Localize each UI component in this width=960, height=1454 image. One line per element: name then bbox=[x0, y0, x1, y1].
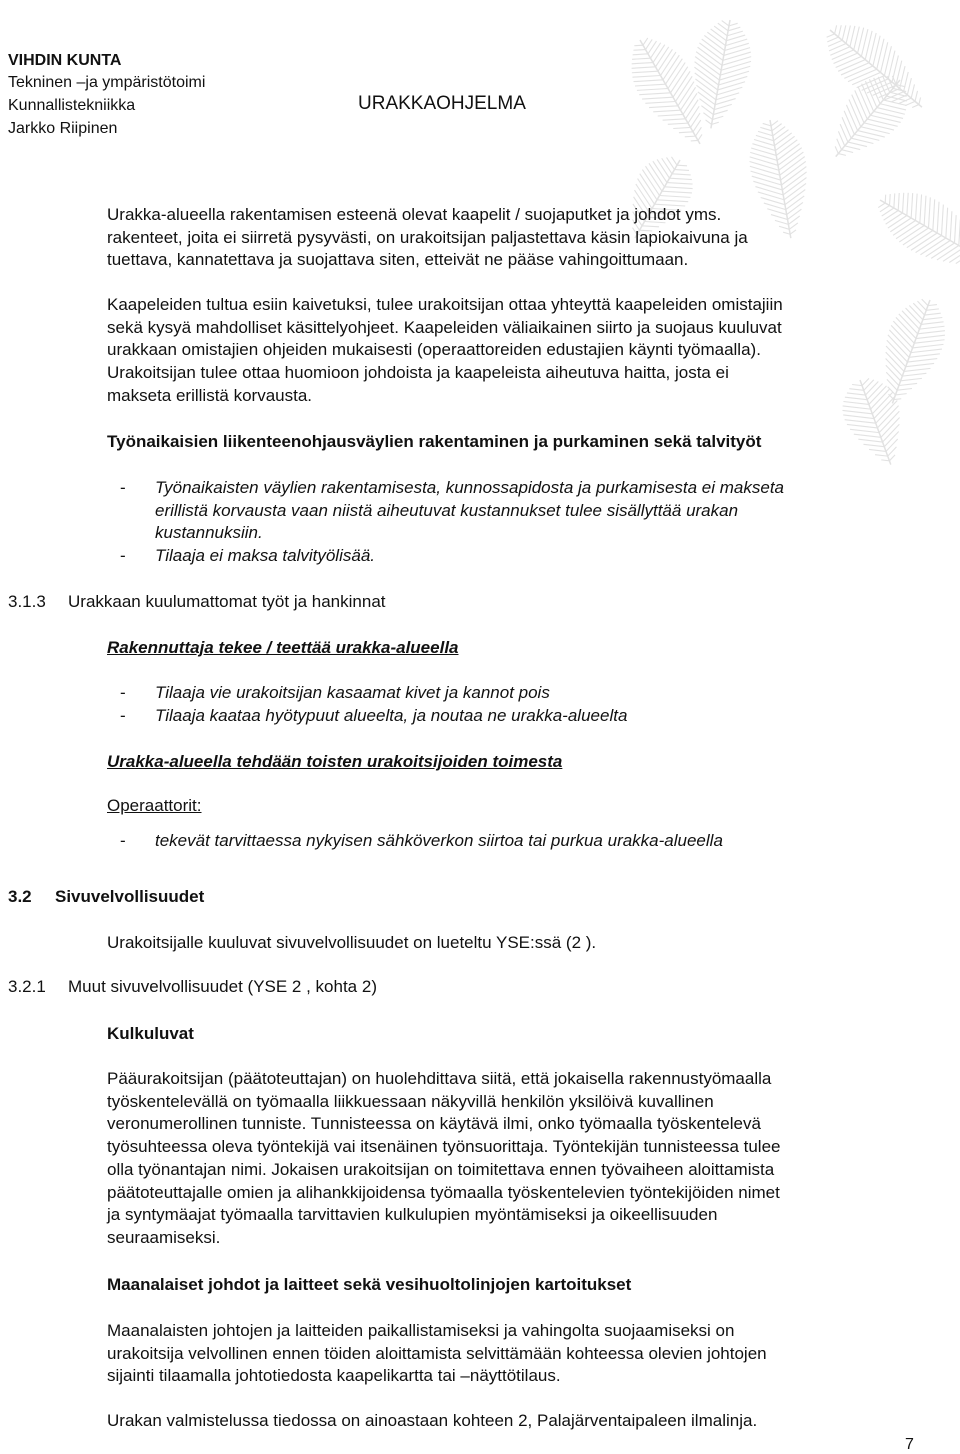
text-line: kustannuksiin. bbox=[155, 523, 263, 543]
text-line: sijainti tilaamalla johtotiedosta kaapelikartta tai –näyttötilaus. bbox=[107, 1366, 561, 1386]
section-title: Urakkaan kuulumattomat työt ja hankinnat bbox=[68, 592, 386, 611]
text-line: Urakka-alueella rakentamisen esteenä olevat kaapelit / suojaputket ja johdot yms. bbox=[107, 205, 722, 224]
text-line: veronumerollinen tunniste. Tunnisteessa on käytävä ilmi, onko työmaalla työskentelevä bbox=[107, 1114, 761, 1134]
text-line: tuettava, kannatettava ja suojattava siten, etteivät ne pääse vahingoittumaan. bbox=[107, 250, 689, 270]
paragraph-known-lines: Urakan valmistelussa tiedossa on ainoastaan kohteen 2, Palajärventaipaleen ilmalinja. bbox=[107, 1411, 758, 1430]
text-line: Tilaaja kaataa hyötypuut alueelta, ja noutaa ne urakka-alueelta bbox=[155, 706, 628, 725]
author: Jarkko Riipinen bbox=[8, 120, 118, 137]
section-number: 3.2.1 bbox=[8, 977, 46, 996]
text-line: Urakoitsijan tulee ottaa huomioon johdoista ja kaapeleista aiheutuva haitta, josta ei bbox=[107, 363, 729, 383]
text-line: työsuhteessa oleva työntekijä vai itsenäinen työnsuorittaja. Työntekijän tunnisteessa tulee bbox=[107, 1137, 781, 1157]
bullet-dash: - bbox=[120, 546, 126, 565]
bullet-dash: - bbox=[120, 683, 126, 702]
text-line: urakkaan omistajien ohjeiden mukaisesti (operaattoreiden edustajien käynti työmaalla). bbox=[107, 340, 761, 360]
heading-traffic-routes: Työnaikaisien liikenteenohjausväylien rakentaminen ja purkaminen sekä talvityöt bbox=[107, 432, 762, 451]
text-line: olla työnantajan nimi. Jokaisen urakoitsijan on toimitettava ennen työvaiheen aloittamista bbox=[107, 1159, 775, 1179]
page-number: 7 bbox=[905, 1436, 914, 1453]
text-line: Pääurakoitsijan (päätoteuttajan) on huolehdittava siitä, että jokaisella rakennustyömaalla bbox=[107, 1069, 772, 1088]
text-line: Kaapeleiden tultua esiin kaivetuksi, tulee urakoitsijan ottaa yhteyttä kaapeleiden omistajiin bbox=[107, 295, 783, 314]
text-line: rakenteet, joita ei siirretä pysyvästi, on urakoitsijan paljastettava käsin lapiokaivuna ja bbox=[107, 227, 748, 247]
text-line: päätoteuttajalle omien ja alihankkijoidensa työmaalla työskentelevien työntekijöiden nimet bbox=[107, 1182, 780, 1202]
paragraph-cables bbox=[107, 204, 748, 272]
text-line: sekä kysyä mahdolliset käsittelyohjeet. Kaapeleiden väliaikainen siirto ja suojaus kuuluvat bbox=[107, 317, 782, 337]
paragraph-underground-lines bbox=[107, 1320, 767, 1388]
heading-builder: Rakennuttaja tekee / teettää urakka-alueella bbox=[107, 638, 459, 657]
bullet-dash: - bbox=[120, 478, 126, 497]
heading-access-permits: Kulkuluvat bbox=[107, 1024, 194, 1043]
text-line: erillistä korvausta vaan niistä aiheutuvat kustannukset tulee sisällyttää urakan bbox=[155, 500, 739, 520]
text-line: työskentelevällä on työmaalla liikkuessaan näkyvillä henkilön yksilöivä kuvallinen bbox=[107, 1091, 714, 1111]
department: Tekninen –ja ympäristötoimi bbox=[8, 74, 206, 91]
section-title: Muut sivuvelvollisuudet (YSE 2 , kohta 2) bbox=[68, 977, 377, 996]
text-line: seuraamiseksi. bbox=[107, 1227, 221, 1247]
heading-underground-lines: Maanalaiset johdot ja laitteet sekä vesihuoltolinjojen kartoitukset bbox=[107, 1275, 632, 1294]
text-line: Työnaikaisten väylien rakentamisesta, kunnossapidosta ja purkamisesta ei makseta bbox=[155, 478, 784, 497]
text-line: Tilaaja ei maksa talvityölisää. bbox=[155, 546, 375, 565]
section-title: Sivuvelvollisuudet bbox=[55, 887, 205, 906]
bullet-dash: - bbox=[120, 831, 126, 850]
paragraph-side-obligations: Urakoitsijalle kuuluvat sivuvelvollisuudet on lueteltu YSE:ssä (2 ). bbox=[107, 933, 597, 952]
text-line: ja syntymäajat työmaalla tarvittavien kulkulupien myöntämiseksi ja oikeellisuuden bbox=[107, 1205, 718, 1225]
text-line: makseta erillistä korvausta. bbox=[107, 385, 313, 405]
operators-label: Operaattorit: bbox=[107, 796, 202, 815]
paragraph-access-permits bbox=[107, 1068, 781, 1250]
heading-other-contractors: Urakka-alueella tehdään toisten urakoitsijoiden toimesta bbox=[107, 752, 563, 771]
text-line: Maanalaisten johtojen ja laitteiden paikallistamiseksi ja vahingolta suojaamiseksi on bbox=[107, 1321, 735, 1340]
org-name: VIHDIN KUNTA bbox=[8, 52, 122, 69]
text-line: Tilaaja vie urakoitsijan kasaamat kivet ja kannot pois bbox=[155, 683, 550, 702]
bullet-dash: - bbox=[120, 706, 126, 725]
paragraph-cable-owners bbox=[107, 294, 783, 408]
unit: Kunnallistekniikka bbox=[8, 97, 136, 114]
section-number: 3.1.3 bbox=[8, 592, 46, 611]
section-number: 3.2 bbox=[8, 887, 32, 906]
text-line: tekevät tarvittaessa nykyisen sähköverkon siirtoa tai purkua urakka-alueella bbox=[155, 831, 723, 850]
document-title: URAKKAOHJELMA bbox=[358, 93, 526, 114]
text-line: urakoitsija velvollinen ennen töiden aloittamista selvittämään kohteessa olevien johtojen bbox=[107, 1343, 767, 1363]
